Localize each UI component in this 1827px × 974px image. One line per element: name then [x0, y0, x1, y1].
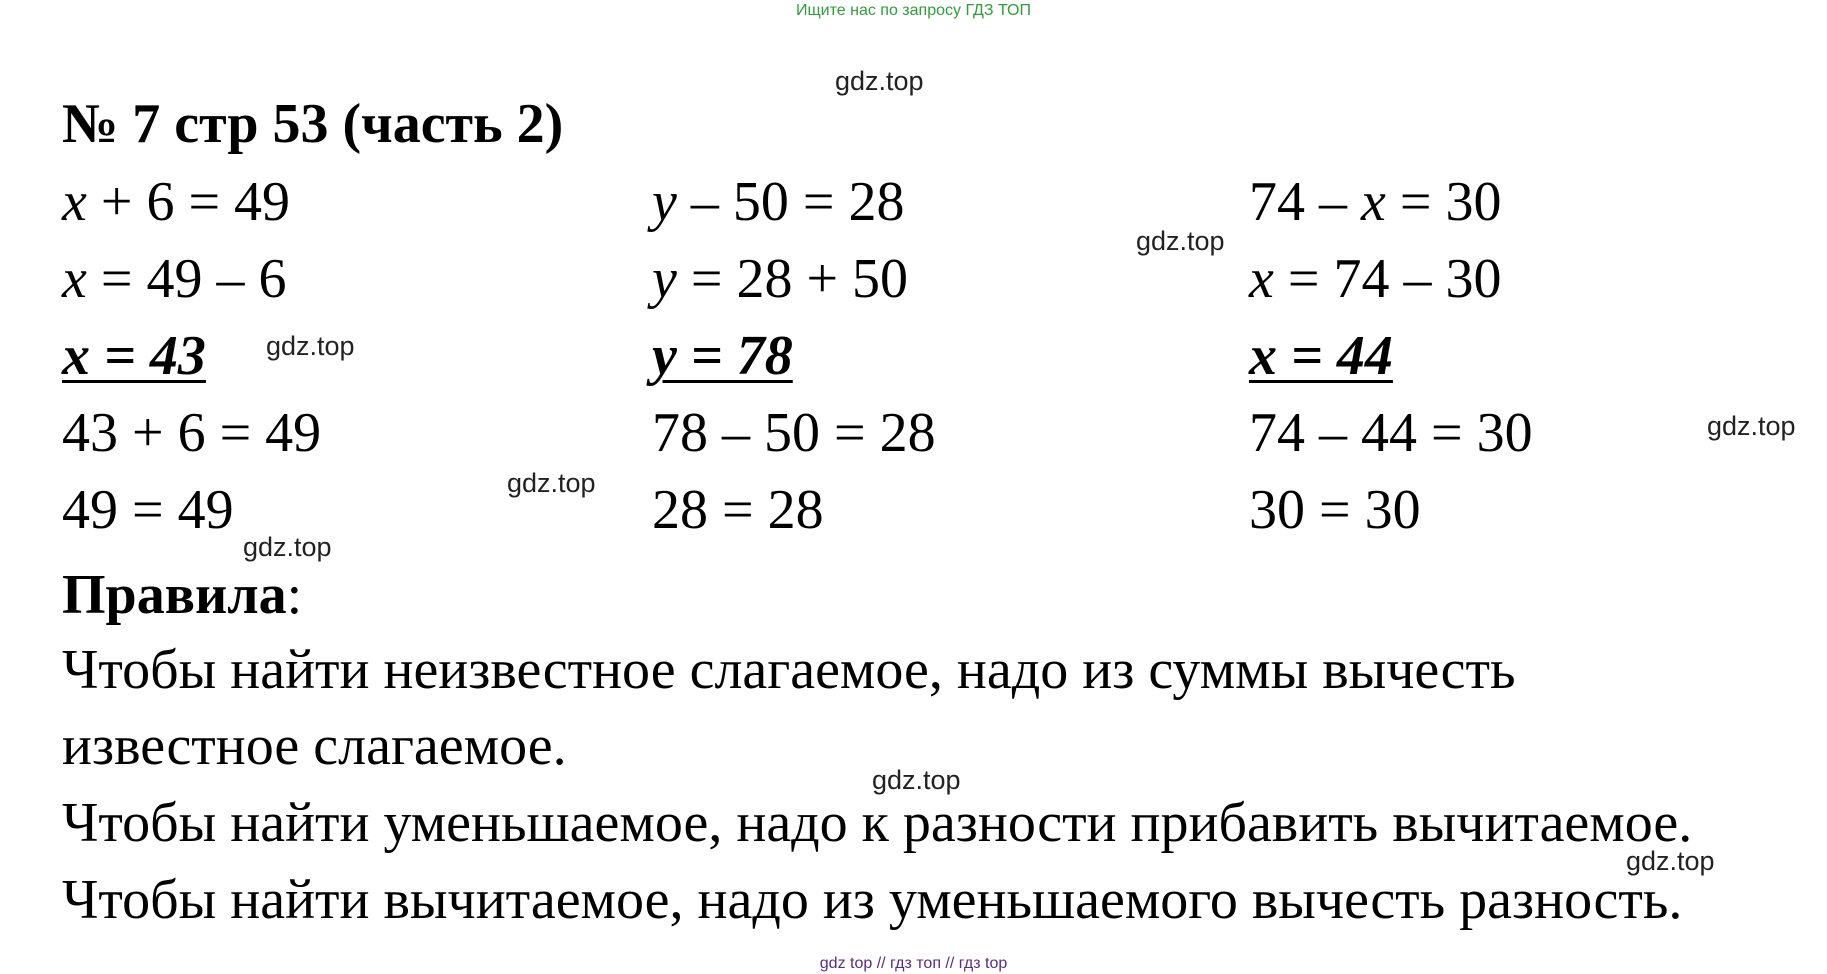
watermark: gdz.top [872, 765, 961, 795]
equation-line [62, 248, 287, 310]
watermark: gdz.top [1707, 411, 1796, 441]
answer: y = 78 [652, 325, 793, 387]
rule-line: Чтобы найти вычитаемое, надо из уменьшаемого вычесть разность. [62, 869, 1683, 931]
variable: y [652, 171, 677, 233]
check-result: 28 = 28 [652, 479, 824, 541]
equation-line [62, 171, 291, 233]
variable: x [62, 171, 87, 233]
variable: x [1361, 171, 1386, 233]
variable: x [62, 248, 87, 310]
rule-line: Чтобы найти неизвестное слагаемое, надо из суммы вычесть [62, 639, 1516, 701]
page-title: № 7 стр 53 (часть 2) [62, 93, 564, 155]
equation-pre: 74 – [1249, 171, 1361, 233]
check-line: 74 – 44 = 30 [1249, 402, 1533, 464]
equation-rest: = 74 – 30 [1273, 248, 1502, 310]
equation-line [652, 171, 905, 233]
check-line: 43 + 6 = 49 [62, 402, 322, 464]
watermark: gdz.top [507, 468, 596, 498]
rule-line: Чтобы найти уменьшаемое, надо к разности прибавить вычитаемое. [62, 792, 1693, 854]
top-banner: Ищите нас по запросу ГДЗ ТОП [796, 2, 1031, 19]
check-result: 49 = 49 [62, 479, 234, 541]
rules-title-text: Правила [62, 564, 287, 626]
equation-rest: – 50 = 28 [676, 171, 905, 233]
equation-rest: = 30 [1385, 171, 1502, 233]
watermark: gdz.top [835, 66, 924, 96]
check-result: 30 = 30 [1249, 479, 1421, 541]
watermark: gdz.top [266, 331, 355, 361]
equation-line [652, 248, 909, 310]
variable: y [652, 248, 677, 310]
check-line: 78 – 50 = 28 [652, 402, 936, 464]
watermark: gdz.top [1626, 846, 1715, 876]
answer: x = 43 [62, 325, 206, 387]
equation-line [1249, 248, 1502, 310]
equation-rest: + 6 = 49 [86, 171, 291, 233]
equation-rest: = 49 – 6 [86, 248, 287, 310]
rules-title [62, 563, 302, 627]
watermark: gdz.top [243, 532, 332, 562]
variable: x [1249, 248, 1274, 310]
footer-links: gdz top // гдз топ // гдз top [819, 955, 1008, 972]
answer: x = 44 [1249, 325, 1393, 387]
rules-colon: : [286, 564, 303, 626]
watermark: gdz.top [1136, 226, 1225, 256]
equation-line [1249, 171, 1502, 233]
equation-rest: = 28 + 50 [676, 248, 909, 310]
rule-line: известное слагаемое. [62, 715, 567, 777]
